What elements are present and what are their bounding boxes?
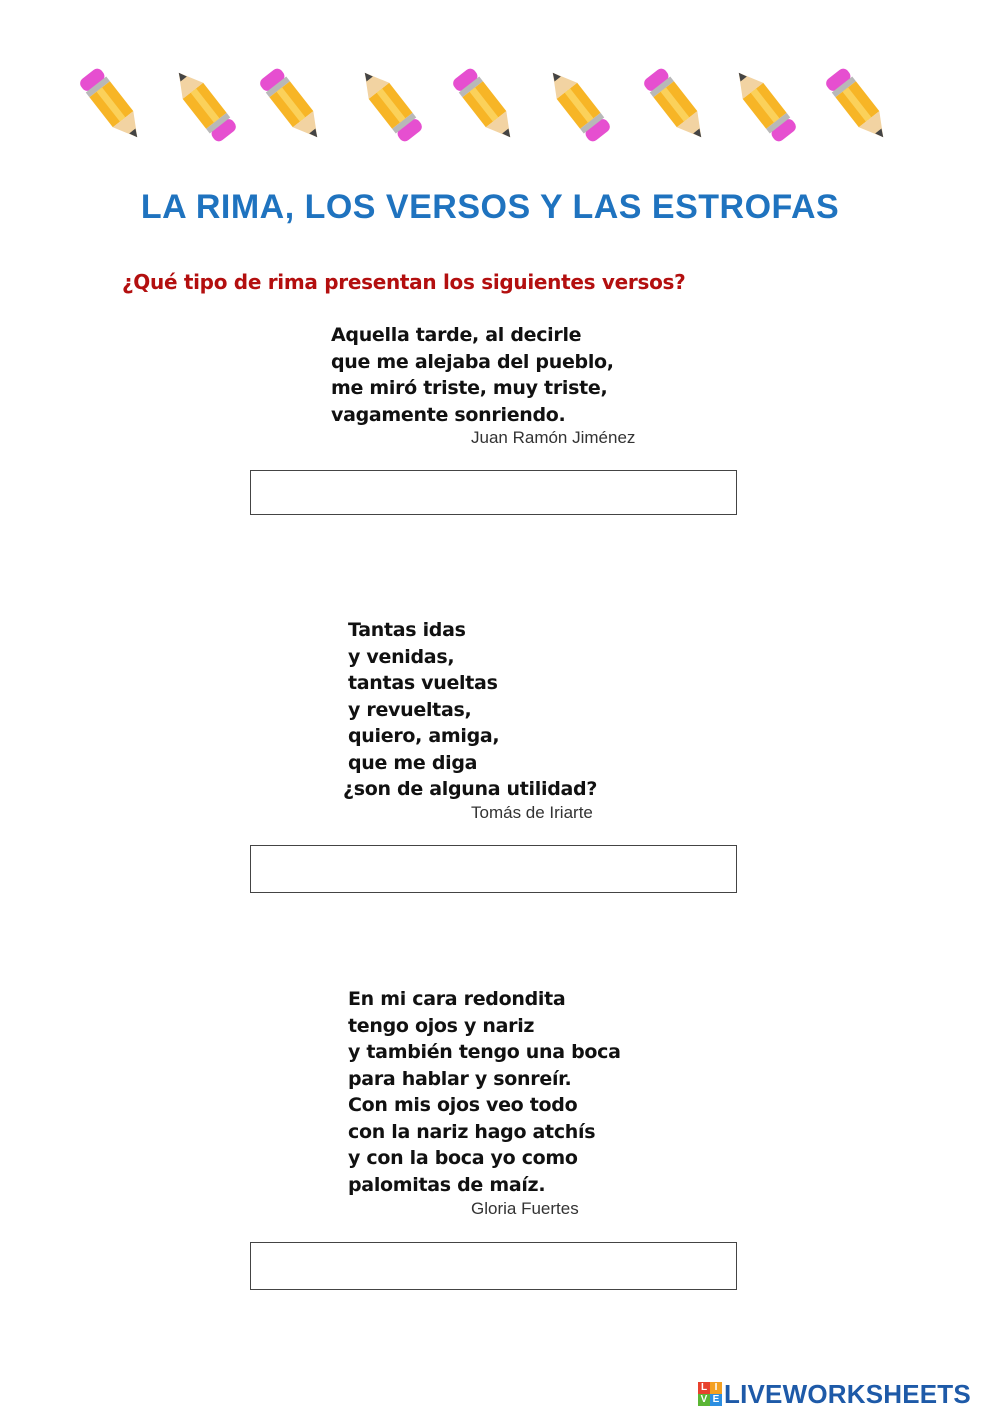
question-prompt: ¿Qué tipo de rima presentan los siguientes versos?: [122, 270, 686, 294]
poem-3-author: Gloria Fuertes: [471, 1199, 579, 1218]
verse: me miró triste, muy triste,: [331, 377, 608, 399]
page-title: LA RIMA, LOS VERSOS Y LAS ESTROFAS: [140, 188, 840, 226]
logo-mark-icon: L I V E: [698, 1382, 722, 1406]
verse: En mi cara redondita: [348, 988, 566, 1010]
poem-1-author: Juan Ramón Jiménez: [471, 428, 636, 447]
verse: quiero, amiga,: [348, 725, 500, 747]
verse: tengo ojos y nariz: [348, 1014, 535, 1037]
pencil-icon: [538, 60, 618, 150]
pencil-icon: [72, 60, 152, 150]
poem-3: [348, 986, 621, 1198]
pencil-icon: [350, 60, 430, 150]
answer-input-3[interactable]: [250, 1242, 737, 1290]
pencil-icon: [724, 60, 804, 150]
poem-2-author: Tomás de Iriarte: [471, 803, 593, 822]
pencil-icon: [636, 60, 716, 150]
verse: Aquella tarde, al decirle: [331, 324, 582, 346]
verse: tantas vueltas: [348, 672, 498, 694]
verse: y venidas,: [348, 645, 455, 668]
liveworksheets-logo: [698, 1378, 971, 1410]
pencil-decoration-row: [0, 52, 1000, 152]
verse: con la nariz hago atchís: [348, 1120, 596, 1143]
verse: Tantas idas: [348, 619, 466, 641]
logo-text: LIVEWORKSHEETS: [724, 1378, 971, 1409]
pencil-icon: [252, 60, 332, 150]
verse: que me alejaba del pueblo,: [331, 350, 614, 373]
pencil-icon: [445, 60, 525, 150]
answer-input-2[interactable]: [250, 845, 737, 893]
verse: palomitas de maíz.: [348, 1173, 546, 1196]
poem-2: [343, 617, 597, 803]
poem-1: [331, 322, 614, 428]
verse: y con la boca yo como: [348, 1147, 578, 1169]
verse: vagamente sonriendo.: [331, 403, 566, 426]
verse: ¿son de alguna utilidad?: [343, 778, 598, 800]
verse: Con mis ojos veo todo: [348, 1094, 578, 1116]
pencil-icon: [818, 60, 898, 150]
answer-input-1[interactable]: [250, 470, 737, 515]
verse: y revueltas,: [348, 698, 472, 721]
pencil-icon: [164, 60, 244, 150]
verse: para hablar y sonreír.: [348, 1067, 572, 1090]
verse: y también tengo una boca: [348, 1041, 621, 1063]
verse: que me diga: [348, 751, 478, 774]
